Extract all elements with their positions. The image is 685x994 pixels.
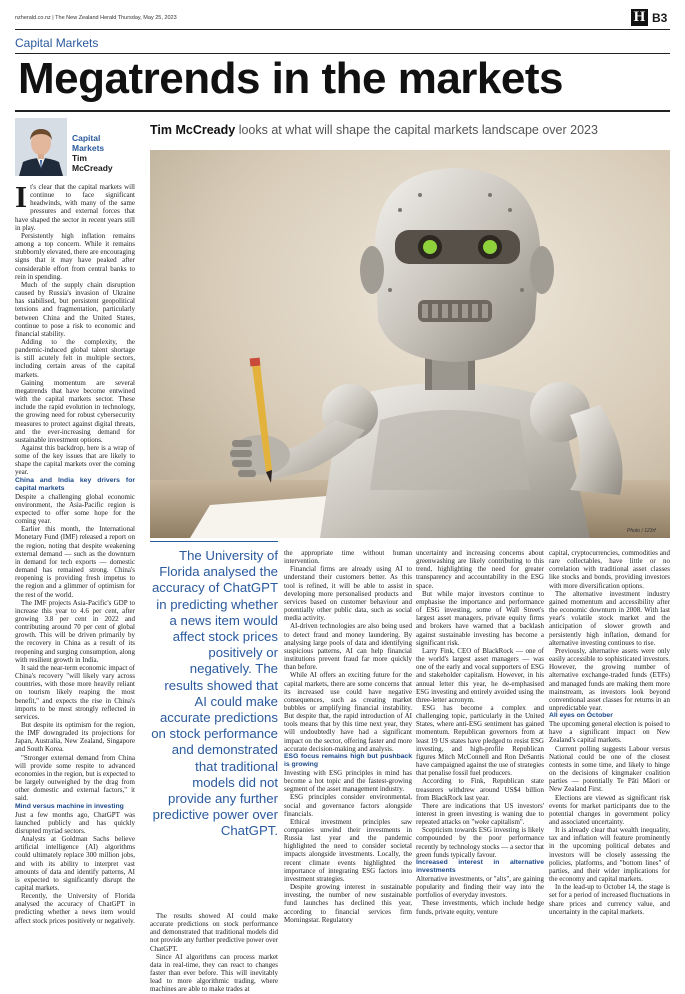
paragraph: Earlier this month, the International Monetary Fund (IMF) released a report on the region, noting that despite weakening external demand — such as the downturn in demand for tech exports — domestic demand has remained strong. China's reopening is providing fresh impetus to the region and a glimmer of optimism for the rest of the world. [15,525,135,599]
paragraph: Ethical investment principles saw companies unwind their investments in Russia last year and the pandemic highlighted the need to consider societal impacts alongside investments. Locally, the recent climate events highlighted the importance of integrating ESG factors into investment strategies. [284,817,412,883]
paragraph: The upcoming general election is poised to have a significant impact on New Zealand's capital markets. [549,720,670,745]
pullquote-rule [150,541,278,542]
drop-cap: I [15,179,28,214]
paragraph: There are indications that US investors' interest in green investing is waning due to repeated attacks on "woke capitalism". [416,801,544,827]
pullquote: The University of Florida analysed the accuracy of ChatGPT in predicting whether a news item would affect stock prices positively or negatively. The results showed that AI could make accurate predictions on stock performance and demonstrated that traditional models did not provide any further predictive power over ChatGPT. [151,548,278,839]
paragraph: capital, cryptocurrencies, commodities and rare collectables, have little or no correlation with traditional asset classes like stocks and bonds, providing investors with more diversification options. [549,549,670,590]
article-column-4 [416,549,544,916]
standfirst [150,123,598,137]
paragraph: Much of the supply chain disruption caused by Russia's invasion of Ukraine has stabilised, but persistent geopolitical tensions and fragmentation, particularly between China and the United States, continue to pose a risk to economic and financial stability. [15,280,135,338]
article-column-5 [549,549,670,916]
paragraph: Despite growing interest in sustainable investing, the number of new sustainable fund launches has declined this year, according to financial services firm Morningstar. Regulatory [284,883,412,924]
paragraph: Previously, alternative assets were only easily accessible to sophisticated investors. However, the growing number of alternative exchange-traded funds (ETFs) and managed funds are making them more mainstream, as investors look beyond conventional asset classes for returns in an unpredictable year. [549,646,670,712]
paragraph: Investing with ESG principles in mind has become a hot topic and the fastest-growing segment of the asset management industry. [284,768,412,794]
paragraph: "Stronger external demand from China will provide some respite to advanced economies in the region, but is expected to be largely outweighed by the drag from other domestic and external factors," it said. [15,753,135,803]
paragraph: Recently, the University of Florida analysed the accuracy of ChatGPT in predicting whether a news item would affect stock prices positively or negatively. [15,892,135,925]
paragraph: In the lead-up to October 14, the stage is set for a period of increased fluctuations in share prices and currency value, and uncertainty in the capital markets. [549,883,670,916]
paragraph: Analysts at Goldman Sachs believe artificial intelligence (AI) algorithms could ultimately replace 300 million jobs, and with its ability to interpret vast amounts of data and identify patterns, AI is expected to significantly disrupt the capital markets. [15,835,135,892]
article-column-1 [15,179,135,925]
subheading: China and India key drivers for capital markets [15,476,135,492]
paragraph: According to Fink, Republican state treasurers withdrew around US$4 billion from BlackRock last year. [416,777,544,802]
standfirst-author: Tim McCready [150,123,236,137]
byline [72,133,120,173]
paragraph: The IMF projects Asia-Pacific's GDP to increase this year to 4.6 per cent, after growing 3.8 per cent in 2022 and contributing around 70 per cent of global growth. This will be driven primarily by the recovery in China as a result of its reopening and surging consumption, along with resilient growth in India. [15,598,135,664]
hero-image-robot [150,150,670,538]
paragraph: Alternative investments, or "alts", are gaining popularity and finding their way into the portfolios of everyday investors. [416,874,544,900]
page-number: B3 [652,11,668,25]
byline-name: Tim McCready [72,153,113,173]
subheading: Mind versus machine in investing [15,802,124,810]
paragraph: Elections are viewed as significant risk events for market participants due to the potential changes in government policy and associated uncertainty. [549,793,670,826]
subheading: Increased interest in alternative investments [416,858,544,874]
paragraph: Scepticism towards ESG investing is likely compounded by the poor performance recently by technology stocks — a sector that green funds typically favour. [416,826,544,859]
headline: Megatrends in the markets [18,54,563,103]
paragraph: It is already clear that wealth inequality, tax and inflation will feature prominently in the upcoming political debates and investors will be closely assessing the policies, platforms, and "bottom lines" of parties, and their wider implications for the economy and capital markets. [549,826,670,884]
paragraph: The alternative investment industry gained momentum and accessibility after the economic downturn in 2008. With last year's volatile stock market and the anticipation of slower growth and persistently high inflation, demand for alternative investing continues to rise. [549,589,670,647]
paragraph: ESG has become a complex and challenging topic, particularly in the United States, where anti-ESG sentiment has gained momentum. Republican governors from at least 19 US states have pledged to resist ESG investing, and high-profile Republican figures Mitch McConnell and Ron DeSantis have campaigned against the use of strategies that penalise fossil fuel producers. [416,703,544,778]
paragraph: While AI offers an exciting future for the capital markets, there are some concerns that its increased use could have negative consequences, such as creating market bubbles or amplifying financial instability. But despite that, the rapid introduction of AI tools means that by this time next year, they will undoubtedly have had a significant impact on the sector, offering faster and more accurate decision-making and analysis. [284,671,412,753]
paragraph: But despite its optimism for the region, the IMF downgraded its projections for Japan, Australia, New Zealand, Singapore and South Korea. [15,721,135,754]
section-label: Capital Markets [15,36,99,50]
paragraph: Since AI algorithms can process market data in real-time, they can react to changes faster than ever before. This will inevitably lead to more algorithmic trading, where machines are able to make trades at [150,952,278,994]
subheading: ESG focus remains high but pushback is growing [284,752,412,768]
headline-divider [15,110,670,112]
paragraph: Just a few months ago, ChatGPT was launched publicly and has quickly disrupted myriad sectors. [15,810,135,835]
paragraph: uncertainty and increasing concerns about greenwashing are likely contributing to this trend, highlighting the need for greater transparency and accountability in the ESG space. [416,549,544,590]
standfirst-text: looks at what will shape the capital markets landscape over 2023 [235,123,598,137]
byline-label: Capital Markets [72,133,105,153]
paragraph: Larry Fink, CEO of BlackRock — one of the world's largest asset managers — was one of the early and vocal supporters of ESG and stakeholder capitalism. However, in his annual letter this year, he de-emphasised ESG investing and entirely avoided using the three-letter acronym. [416,646,544,704]
image-credit: Photo / 123rf [627,528,656,534]
author-photo [15,118,67,176]
paragraph: ESG principles consider environmental, social and governance factors alongside financials. [284,793,412,818]
paragraph: But while major investors continue to emphasise the importance and performance of ESG investing, some of Wall Street's largest asset managers, private equity firms and brokers have warned that a backlash against sustainable investing has become a significant risk. [416,589,544,647]
paragraph: the appropriate time without human intervention. [284,549,412,566]
subheading: All eyes on October [549,712,613,720]
herald-logo-icon: H [631,9,648,26]
paragraph: Adding to the complexity, the pandemic-induced global talent shortage is still acutely felt in multiple sectors, including certain areas of the capital markets. [15,337,135,379]
paragraph: Gaining momentum are several megatrends that have become entwined with the capital markets sector. These include the rapid evolution in technology, the growing need for robust cybersecurity measures to protect against digital threats, and the ever-increasing demand for sustainable investment options. [15,378,135,444]
masthead-topline: nzherald.co.nz | The New Zealand Herald Thursday, May 25, 2023 [15,15,177,21]
article-column-3 [284,549,412,924]
top-divider [15,29,670,30]
paragraph: These investments, which include hedge funds, private equity, venture [416,899,544,916]
paragraph: It's clear that the capital markets will continue to face significant headwinds, with many of the same pressures and external forces that have shaped the sector in recent years still in play. [15,179,135,232]
paragraph: The results showed AI could make accurate predictions on stock performance and demonstrated that traditional models did not provide any further predictive power over ChatGPT. [150,912,278,953]
paragraph: Current polling suggests Labour versus National could be one of the closest contests in some time, and likely to hinge on the decisions of kingmaker coalition parties — potentially Te Pāti Māori or New Zealand First. [549,744,670,794]
paragraph: AI-driven technologies are also being used to detect fraud and money laundering. By analysing large pools of data and identifying suspicious patterns, AI can help financial institutions prevent fraud far more quickly than before. [284,622,412,672]
paragraph: Financial firms are already using AI to understand their customers better. As this tool is refined, it will be able to assist in developing more personalised products and services based on customer behaviour and potentially other public data, such as social media activity. [284,565,412,623]
paragraph: Persistently high inflation remains among a top concern. While it remains stubbornly elevated, there are encouraging signs that it may have peaked after considerable effort from central banks to rein in spending. [15,231,135,281]
paragraph: Against this backdrop, here is a wrap of some of the key issues that are likely to shape the capital markets over the coming year. [15,444,135,477]
paragraph: It said the near-term economic impact of China's recovery "will likely vary across countries, with those more heavily reliant on tourism likely reaping the most benefit," and expects the rise in China's imports to be most strongly reflected in services. [15,663,135,721]
article-column-2 [150,912,278,994]
paragraph: Despite a challenging global economic environment, the Asia-Pacific region is expected to offer some hope for the coming year. [15,492,135,526]
